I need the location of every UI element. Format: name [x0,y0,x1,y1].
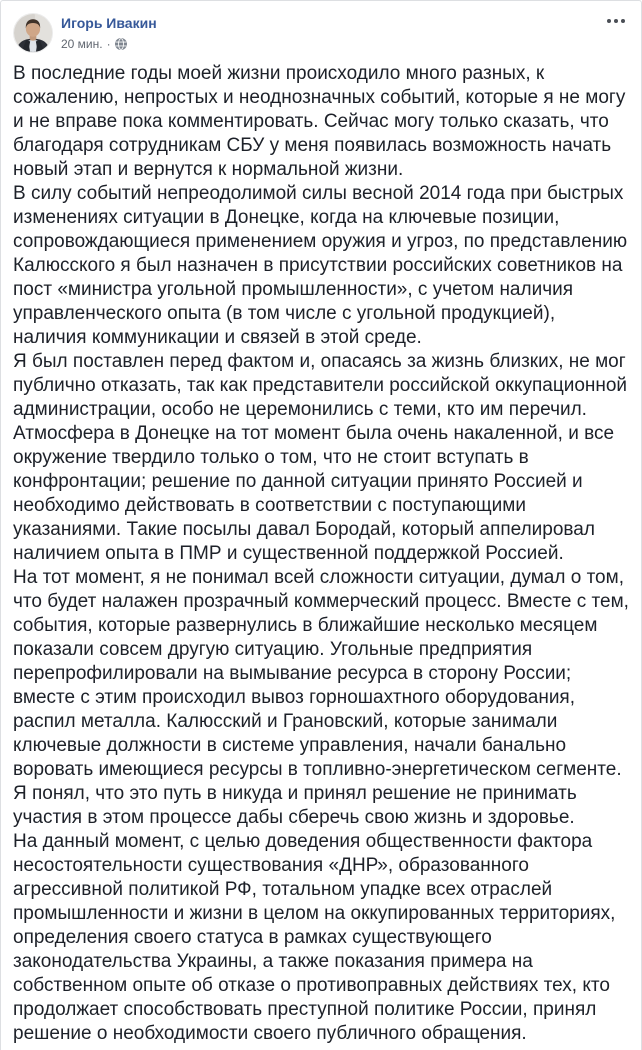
post-header [1,1,641,53]
post-paragraph: На данный момент, с целью доведения общественности фактора несостоятельности существования «ДНР», образованного агрессивной политикой РФ, тотальном упадке всех отраслей промышленности и жизни в целом на оккупированных территориях, определения своего статуса в рамках существующего законодательства Украины, а также показания примера на собственном опыте об отказе о противоправных действиях тех, кто продолжает способствовать преступной политике России, принял решение о необходимости своего публичного обращения. [13,831,616,1044]
post-body [1,53,641,1050]
timestamp[interactable]: 20 мин. [61,37,103,51]
author-name-link[interactable]: Игорь Ивакин [61,15,157,31]
ellipsis-icon [621,19,625,23]
profile-photo [14,14,52,52]
ellipsis-icon [607,19,611,23]
ellipsis-icon [614,19,618,23]
meta-separator: · [106,37,111,51]
timestamp-row [61,36,603,52]
globe-icon[interactable] [115,38,127,50]
post-paragraph: В силу событий непреодолимой силы весной 2014 года при быстрых изменениях ситуации в Донецке, когда на ключевые позиции, сопровождающиеся применением оружия и угроз, по представлению Калюсского я был назначен в присутствии российских советников на пост «министра угольной промышленности», с учетом наличия управленческого опыта (в том числе с угольной продукцией), наличия коммуникации и связей в этой среде. [13,183,628,348]
avatar[interactable] [13,13,53,53]
post-paragraph: На тот момент, я не понимал всей сложности ситуации, думал о том, что будет налажен прозрачный коммерческий процесс. Вместе с тем, события, которые развернулись в ближайшие несколько месяцем показали совсем другую ситуацию. Угольные предприятия перепрофилировали на вымывание ресурса в сторону России; вместе с этим происходил вывоз горношахтного оборудования, распил металла. Калюсский и Грановский, которые занимали ключевые должности в системе управления, начали банально воровать имеющиеся ресурсы в топливно-энергетическом сегменте. Я понял, что это путь в никуда и принял решение не принимать участия в этом процессе дабы сберечь свою жизнь и здоровье. [13,567,629,828]
post-paragraph: В последние годы моей жизни происходило много разных, к сожалению, непростых и неоднозначных событий, которые я не могу и не вправе пока комментировать. Сейчас могу только сказать, что благодаря сотрудникам СБУ у меня появилась возможность начать новый этап и вернутся к нормальной жизни. [13,63,626,180]
post-meta-block [61,13,603,52]
more-options-button[interactable] [603,13,629,29]
post-paragraph: Я был поставлен перед фактом и, опасаясь за жизнь близких, не мог публично отказать, так как представители российской оккупационной администрации, особо не церемонились с теми, кто им перечил. Атмосфера в Донецке на тот момент была очень накаленной, и все окружение твердило только о том, что не стоит вступать в конфронтации; решение по данной ситуации принято Россией и необходимо действовать в соответствии с поступающими указаниями. Такие посылы давал Бородай, который аппелировал наличием опыта в ПМР и существенной поддержкой Россией. [13,351,628,564]
